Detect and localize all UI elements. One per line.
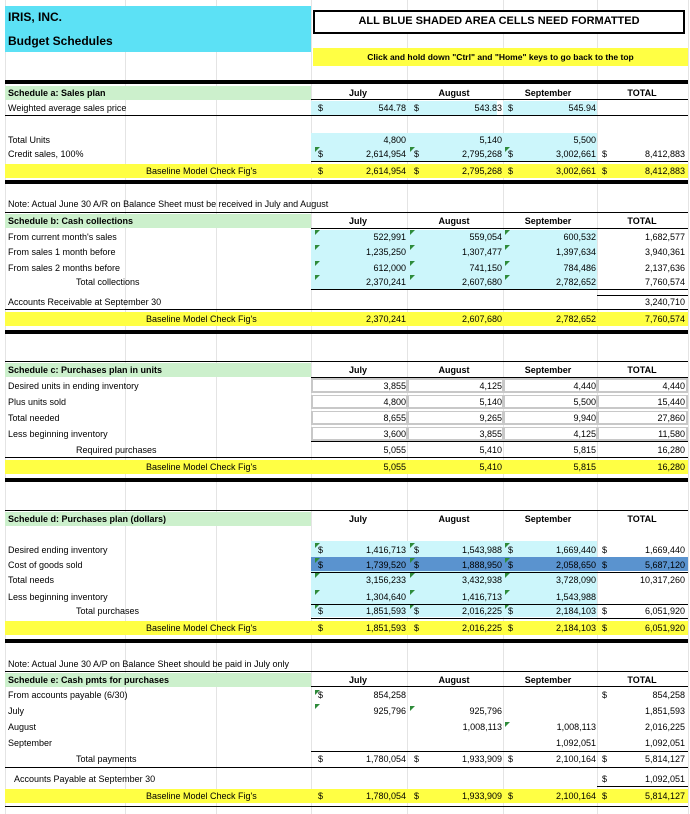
column-header: July: [348, 675, 367, 685]
comment-indicator-icon: [505, 722, 510, 727]
dollar-sign: $: [508, 545, 514, 555]
comment-indicator-icon: [410, 245, 415, 250]
row-label: Total collections: [76, 277, 140, 287]
value-cell[interactable]: 5,815: [573, 445, 596, 455]
dollar-sign: $: [602, 754, 608, 764]
dollar-sign: $: [508, 623, 514, 633]
section-title: Schedule b: Cash collections: [8, 216, 134, 226]
row-label: From current month's sales: [8, 232, 117, 242]
comment-indicator-icon: [505, 230, 510, 235]
comment-indicator-icon: [505, 261, 510, 266]
dollar-sign: $: [414, 103, 420, 113]
value-cell[interactable]: 3,728,090: [555, 575, 596, 585]
check-label: Baseline Model Check Fig's: [146, 314, 257, 324]
value-cell[interactable]: 8,412,883: [644, 149, 685, 159]
border-line: [5, 361, 688, 362]
value-cell[interactable]: 1,669,440: [644, 545, 685, 555]
dollar-sign: $: [318, 166, 324, 176]
section-divider: [5, 478, 688, 482]
value-cell[interactable]: 2,184,103: [555, 606, 596, 616]
value-cell[interactable]: 16,280: [657, 462, 685, 472]
value-cell[interactable]: 7,760,574: [644, 277, 685, 287]
value-cell[interactable]: 1,092,051: [555, 738, 596, 748]
value-cell[interactable]: 5,410: [479, 445, 502, 455]
column-header: September: [524, 88, 572, 98]
dollar-sign: $: [318, 754, 324, 764]
value-cell[interactable]: 5,814,127: [644, 754, 685, 764]
comment-indicator-icon: [315, 558, 320, 563]
value-cell[interactable]: 2,016,225: [461, 623, 502, 633]
hint-text: Click and hold down "Ctrl" and "Home" keys to go back to the top: [367, 52, 634, 62]
value-cell[interactable]: 2,795,268: [461, 149, 502, 159]
comment-indicator-icon: [410, 230, 415, 235]
comment-indicator-icon: [410, 706, 415, 711]
row-label: Total purchases: [76, 606, 140, 616]
value-cell[interactable]: 10,317,260: [639, 575, 685, 585]
value-cell[interactable]: 5,500: [573, 135, 596, 145]
dollar-sign: $: [318, 103, 324, 113]
dollar-sign: $: [414, 560, 420, 570]
dollar-sign: $: [602, 623, 608, 633]
note-text: Note: Actual June 30 A/P on Balance Sheet should be paid in July only: [8, 659, 290, 669]
value-cell[interactable]: 612,000: [373, 263, 406, 273]
border-line: [311, 751, 688, 752]
dollar-sign: $: [508, 103, 514, 113]
border-line: [597, 295, 688, 296]
value-cell[interactable]: 15,440: [657, 397, 685, 407]
dollar-sign: $: [508, 754, 514, 764]
border-line: [311, 441, 688, 442]
check-label: Baseline Model Check Fig's: [146, 462, 257, 472]
comment-indicator-icon: [315, 573, 320, 578]
row-label: Less beginning inventory: [8, 592, 108, 602]
value-cell[interactable]: 1,739,520: [365, 560, 406, 570]
value-cell[interactable]: 2,607,680: [461, 314, 502, 324]
comment-indicator-icon: [315, 245, 320, 250]
row-label: Credit sales, 100%: [8, 149, 84, 159]
border-line: [311, 618, 688, 619]
column-header: July: [348, 88, 367, 98]
value-cell[interactable]: 600,532: [563, 232, 596, 242]
dollar-sign: $: [414, 149, 420, 159]
comment-indicator-icon: [410, 590, 415, 595]
gridline: [5, 0, 6, 814]
check-label: Baseline Model Check Fig's: [146, 623, 257, 633]
column-header: August: [438, 365, 470, 375]
row-label: From sales 2 months before: [8, 263, 121, 273]
comment-indicator-icon: [505, 573, 510, 578]
value-cell[interactable]: 6,051,920: [644, 623, 685, 633]
row-label: Less beginning inventory: [8, 429, 108, 439]
value-cell[interactable]: 2,782,652: [555, 314, 596, 324]
border-line: [311, 289, 688, 290]
comment-indicator-icon: [315, 230, 320, 235]
dollar-sign: $: [414, 623, 420, 633]
value-cell[interactable]: 854,258: [652, 690, 685, 700]
dollar-sign: $: [508, 149, 514, 159]
border-line: [311, 686, 688, 687]
value-cell[interactable]: 1,543,988: [461, 545, 502, 555]
value-cell[interactable]: 4,440: [662, 381, 685, 391]
value-cell[interactable]: 925,796: [469, 706, 502, 716]
value-cell[interactable]: 854,258: [373, 690, 406, 700]
value-cell[interactable]: 5,687,120: [644, 560, 685, 570]
value-cell[interactable]: 1,933,909: [461, 754, 502, 764]
comment-indicator-icon: [315, 690, 320, 695]
check-label: Baseline Model Check Fig's: [146, 791, 257, 801]
comment-indicator-icon: [410, 261, 415, 266]
value-cell[interactable]: 8,655: [383, 413, 406, 423]
column-header: August: [438, 88, 470, 98]
value-cell[interactable]: 27,860: [657, 413, 685, 423]
value-cell[interactable]: 5,140: [479, 397, 502, 407]
dollar-sign: $: [414, 754, 420, 764]
border-line: [311, 228, 688, 229]
value-cell[interactable]: 784,486: [563, 263, 596, 273]
value-cell[interactable]: 6,051,920: [644, 606, 685, 616]
value-cell[interactable]: 3,600: [383, 429, 406, 439]
note-text: Note: Actual June 30 A/R on Balance Sheet must be received in July and August: [8, 199, 329, 209]
value-cell[interactable]: 1,416,713: [461, 592, 502, 602]
gridline: [688, 0, 689, 814]
section-divider: [5, 80, 688, 84]
column-header: September: [524, 216, 572, 226]
value-cell[interactable]: 2,782,652: [555, 277, 596, 287]
value-cell[interactable]: 2,184,103: [555, 623, 596, 633]
dollar-sign: $: [318, 606, 324, 616]
value-cell[interactable]: 1,092,051: [644, 774, 685, 784]
dollar-sign: $: [602, 774, 608, 784]
column-header: August: [438, 216, 470, 226]
check-label: Baseline Model Check Fig's: [146, 166, 257, 176]
comment-indicator-icon: [505, 543, 510, 548]
value-cell[interactable]: 4,125: [573, 429, 596, 439]
value-cell[interactable]: 1,851,593: [365, 623, 406, 633]
comment-indicator-icon: [410, 543, 415, 548]
column-header: September: [524, 365, 572, 375]
comment-indicator-icon: [315, 261, 320, 266]
value-cell[interactable]: 543.83: [474, 103, 502, 113]
dollar-sign: $: [508, 166, 514, 176]
value-cell[interactable]: 2,370,241: [365, 314, 406, 324]
value-cell[interactable]: 2,100,164: [555, 791, 596, 801]
row-label: Desired units in ending inventory: [8, 381, 139, 391]
comment-indicator-icon: [315, 543, 320, 548]
dollar-sign: $: [602, 545, 608, 555]
section-title: Schedule d: Purchases plan (dollars): [8, 514, 167, 524]
value-cell[interactable]: 4,800: [383, 397, 406, 407]
section-divider: [5, 330, 688, 334]
dollar-sign: $: [414, 606, 420, 616]
column-header: August: [438, 514, 470, 524]
dollar-sign: $: [414, 545, 420, 555]
row-label: Total Units: [8, 135, 51, 145]
company-title: IRIS, INC.: [8, 10, 63, 24]
border-line: [311, 604, 688, 605]
column-header: September: [524, 514, 572, 524]
border-line: [5, 806, 688, 807]
section-title: Schedule c: Purchases plan in units: [8, 365, 163, 375]
dollar-sign: $: [508, 791, 514, 801]
dollar-sign: $: [318, 560, 324, 570]
column-header: September: [524, 675, 572, 685]
border-line: [5, 457, 688, 458]
border-line: [5, 671, 688, 672]
value-cell[interactable]: 1,780,054: [365, 791, 406, 801]
value-cell[interactable]: 5,140: [479, 135, 502, 145]
row-label: Total payments: [76, 754, 137, 764]
row-label: Required purchases: [76, 445, 157, 455]
value-cell[interactable]: 7,760,574: [644, 314, 685, 324]
border-line: [5, 767, 688, 768]
value-cell[interactable]: 1,933,909: [461, 791, 502, 801]
value-cell[interactable]: 1,682,577: [644, 232, 685, 242]
value-cell[interactable]: 9,265: [479, 413, 502, 423]
dollar-sign: $: [602, 560, 608, 570]
column-header: TOTAL: [627, 216, 657, 226]
section-title: Schedule a: Sales plan: [8, 88, 106, 98]
comment-indicator-icon: [315, 147, 320, 152]
value-cell[interactable]: 2,614,954: [365, 149, 406, 159]
value-cell[interactable]: 5,055: [383, 462, 406, 472]
value-cell[interactable]: 3,855: [383, 381, 406, 391]
value-cell[interactable]: 522,991: [373, 232, 406, 242]
dollar-sign: $: [414, 166, 420, 176]
column-header: TOTAL: [627, 675, 657, 685]
dollar-sign: $: [318, 545, 324, 555]
comment-indicator-icon: [315, 275, 320, 280]
value-cell[interactable]: 545.94: [568, 103, 596, 113]
value-cell[interactable]: 3,240,710: [644, 297, 685, 307]
dollar-sign: $: [508, 560, 514, 570]
dollar-sign: $: [602, 166, 608, 176]
value-cell[interactable]: 1,543,988: [555, 592, 596, 602]
banner: ALL BLUE SHADED AREA CELLS NEED FORMATTED: [313, 10, 685, 34]
column-header: TOTAL: [627, 365, 657, 375]
comment-indicator-icon: [315, 704, 320, 709]
value-cell[interactable]: 544.78: [378, 103, 406, 113]
row-label: Total needed: [8, 413, 60, 423]
value-cell[interactable]: 1,888,950: [461, 560, 502, 570]
border-line: [5, 115, 688, 116]
row-label: Accounts Receivable at September 30: [8, 297, 162, 307]
value-cell[interactable]: 5,815: [573, 462, 596, 472]
dollar-sign: $: [318, 690, 324, 700]
dollar-sign: $: [318, 149, 324, 159]
dollar-sign: $: [602, 149, 608, 159]
dollar-sign: $: [602, 606, 608, 616]
value-cell[interactable]: 3,002,661: [555, 149, 596, 159]
column-header: July: [348, 365, 367, 375]
value-cell[interactable]: 11,580: [658, 429, 685, 439]
value-cell[interactable]: 4,125: [479, 381, 502, 391]
column-header: July: [348, 514, 367, 524]
value-cell[interactable]: 2,016,225: [461, 606, 502, 616]
value-cell[interactable]: 5,814,127: [644, 791, 685, 801]
value-cell[interactable]: 3,002,661: [555, 166, 596, 176]
value-cell[interactable]: 1,397,634: [555, 247, 596, 257]
border-line: [597, 786, 688, 787]
value-cell[interactable]: 1,307,477: [461, 247, 502, 257]
comment-indicator-icon: [410, 558, 415, 563]
page-title: Budget Schedules: [8, 34, 113, 48]
value-cell[interactable]: 2,370,241: [365, 277, 406, 287]
comment-indicator-icon: [315, 590, 320, 595]
comment-indicator-icon: [505, 558, 510, 563]
value-cell[interactable]: 2,016,225: [644, 722, 685, 732]
border-line: [5, 510, 688, 511]
row-label: August: [8, 722, 37, 732]
value-cell[interactable]: 1,092,051: [644, 738, 685, 748]
row-label: Weighted average sales price: [8, 103, 127, 113]
value-cell[interactable]: 5,500: [573, 397, 596, 407]
value-cell[interactable]: 5,410: [479, 462, 502, 472]
section-divider: [5, 639, 688, 643]
border-line: [5, 309, 688, 310]
value-cell[interactable]: 3,940,361: [644, 247, 685, 257]
value-cell[interactable]: 2,100,164: [555, 754, 596, 764]
comment-indicator-icon: [505, 147, 510, 152]
value-cell[interactable]: 9,940: [573, 413, 596, 423]
border-line: [5, 212, 688, 213]
row-label: From sales 1 month before: [8, 247, 116, 257]
border-line: [311, 572, 688, 573]
dollar-sign: $: [508, 606, 514, 616]
value-cell[interactable]: 16,280: [657, 445, 685, 455]
value-cell[interactable]: 925,796: [373, 706, 406, 716]
value-cell[interactable]: 4,800: [383, 135, 406, 145]
column-header: August: [438, 675, 470, 685]
value-cell[interactable]: 2,795,268: [461, 166, 502, 176]
row-label: Plus units sold: [8, 397, 67, 407]
column-header: TOTAL: [627, 514, 657, 524]
value-cell[interactable]: 3,432,938: [461, 575, 502, 585]
value-cell[interactable]: 3,855: [479, 429, 502, 439]
value-cell[interactable]: 1,851,593: [644, 706, 685, 716]
row-label: Total needs: [8, 575, 55, 585]
value-cell[interactable]: 1,304,640: [365, 592, 406, 602]
comment-indicator-icon: [410, 573, 415, 578]
row-label: Desired ending inventory: [8, 545, 108, 555]
value-cell[interactable]: 741,150: [469, 263, 502, 273]
value-cell[interactable]: 4,440: [573, 381, 596, 391]
value-cell[interactable]: 1,780,054: [365, 754, 406, 764]
value-cell[interactable]: 2,058,650: [555, 560, 596, 570]
comment-indicator-icon: [505, 245, 510, 250]
value-cell[interactable]: 8,412,883: [644, 166, 685, 176]
border-line: [311, 161, 688, 162]
value-cell[interactable]: 1,008,113: [556, 722, 596, 732]
value-cell[interactable]: 1,669,440: [555, 545, 596, 555]
value-cell[interactable]: 2,614,954: [365, 166, 406, 176]
section-divider: [5, 180, 688, 184]
value-cell[interactable]: 2,607,680: [461, 277, 502, 287]
value-cell[interactable]: 5,055: [383, 445, 406, 455]
value-cell[interactable]: 3,156,233: [365, 575, 406, 585]
value-cell[interactable]: 559,054: [469, 232, 502, 242]
column-header: TOTAL: [627, 88, 657, 98]
row-label: Accounts Payable at September 30: [14, 774, 156, 784]
dollar-sign: $: [414, 791, 420, 801]
row-label: From accounts payable (6/30): [8, 690, 128, 700]
column-header: July: [348, 216, 367, 226]
row-label: Cost of goods sold: [8, 560, 83, 570]
value-cell[interactable]: 1,008,113: [462, 722, 502, 732]
dollar-sign: $: [318, 791, 324, 801]
dollar-sign: $: [602, 791, 608, 801]
dollar-sign: $: [318, 623, 324, 633]
value-cell[interactable]: 2,137,636: [644, 263, 685, 273]
comment-indicator-icon: [505, 590, 510, 595]
section-title: Schedule e: Cash pmts for purchases: [8, 675, 170, 685]
row-label: September: [8, 738, 53, 748]
comment-indicator-icon: [410, 275, 415, 280]
comment-indicator-icon: [505, 275, 510, 280]
row-label: July: [8, 706, 25, 716]
comment-indicator-icon: [410, 147, 415, 152]
value-cell[interactable]: 1,235,250: [365, 247, 406, 257]
value-cell[interactable]: 1,851,593: [365, 606, 406, 616]
dollar-sign: $: [602, 690, 608, 700]
value-cell[interactable]: 1,416,713: [365, 545, 406, 555]
border-line: [311, 99, 688, 100]
